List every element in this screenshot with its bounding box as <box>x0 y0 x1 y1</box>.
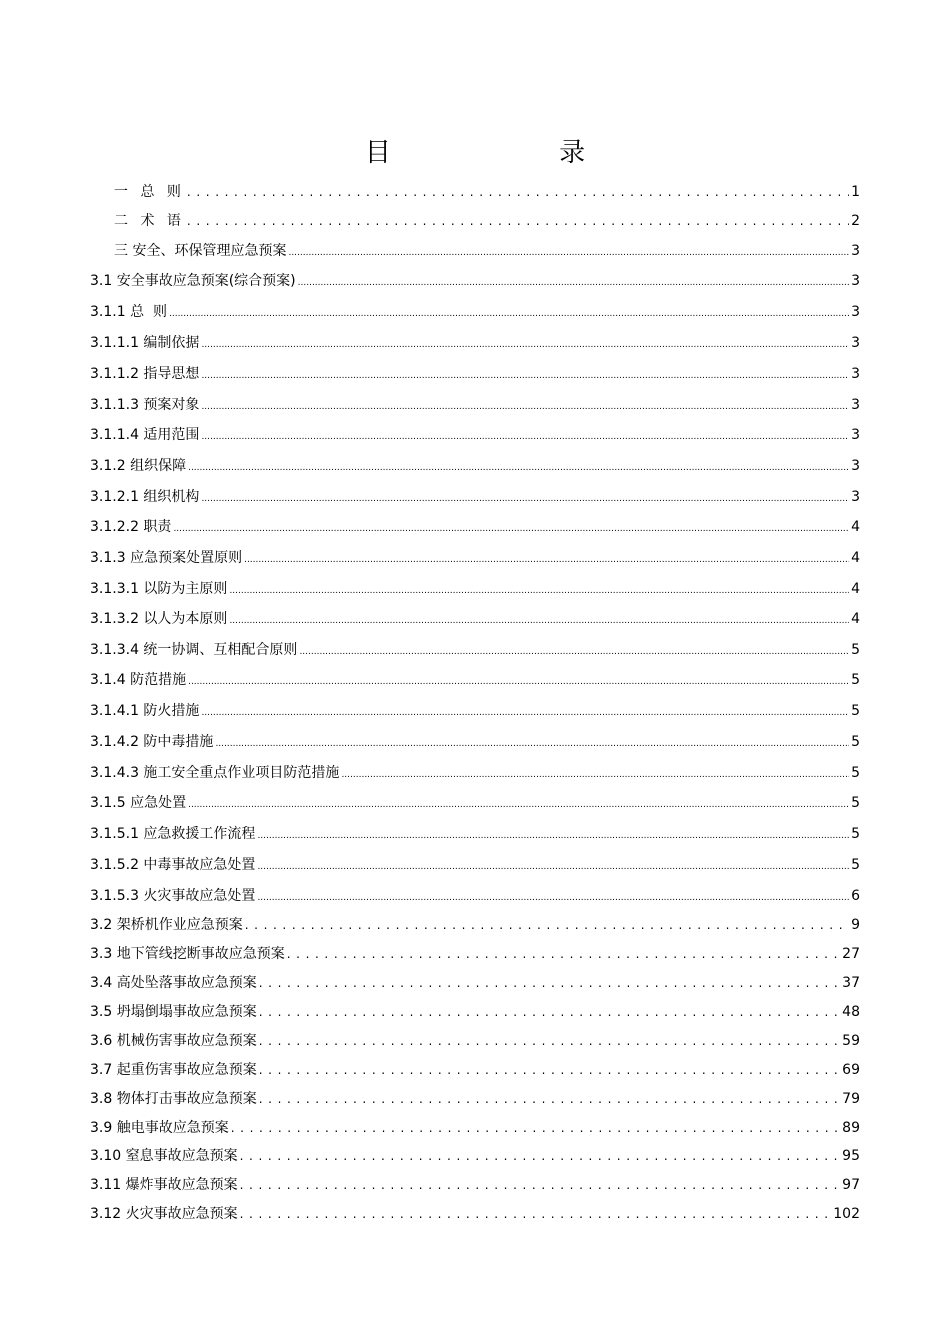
toc-entry-label: 3.12 火灾事故应急预案 <box>90 1206 238 1222</box>
toc-leader-dots <box>173 517 849 539</box>
toc-entry-label: 3.1.1.3 预案对象 <box>90 397 200 413</box>
toc-entry-label: 3.1.1.2 指导思想 <box>90 366 200 382</box>
toc-entry[interactable] <box>90 364 860 384</box>
toc-entry-label: 3.1.3 应急预案处置原则 <box>90 550 243 566</box>
toc-leader-dots <box>187 211 849 231</box>
toc-entry-page: 5 <box>851 765 860 781</box>
toc-leader-dots <box>201 395 849 417</box>
toc-entry[interactable] <box>90 640 860 660</box>
toc-entry-label: 3.6 机械伤害事故应急预案 <box>90 1033 257 1049</box>
toc-entry-page: 3 <box>851 335 860 351</box>
toc-leader-dots <box>341 763 849 785</box>
toc-leader-dots <box>231 1118 840 1138</box>
toc-entry[interactable] <box>90 824 860 844</box>
toc-leader-dots <box>188 670 849 692</box>
toc-entry-page: 6 <box>851 888 860 904</box>
toc-entry-label: 3.1 安全事故应急预案(综合预案) <box>90 273 296 289</box>
toc-entry-label: 3.1.1 总 则 <box>90 304 167 320</box>
toc-leader-dots <box>201 487 849 509</box>
toc-leader-dots <box>201 425 849 447</box>
toc-leader-dots <box>240 1204 832 1224</box>
toc-entry-page: 89 <box>842 1120 860 1136</box>
toc-entry-page: 5 <box>851 857 860 873</box>
toc-entry[interactable] <box>90 1175 860 1195</box>
toc-entry-page: 5 <box>851 795 860 811</box>
toc-entry-page: 97 <box>842 1177 860 1193</box>
toc-entry-label: 3.1.4.2 防中毒措施 <box>90 734 214 750</box>
toc-entry-label: 3.8 物体打击事故应急预案 <box>90 1091 257 1107</box>
toc-entry[interactable] <box>90 944 860 964</box>
toc-entry-page: 4 <box>851 581 860 597</box>
toc-leader-dots <box>229 579 849 601</box>
toc-entry-page: 5 <box>851 734 860 750</box>
toc-leader-dots <box>188 793 849 815</box>
toc-entry-label: 3.1.4.3 施工安全重点作业项目防范措施 <box>90 765 340 781</box>
toc-entry[interactable] <box>90 763 860 783</box>
toc-leader-dots <box>201 364 849 386</box>
toc-entry[interactable] <box>90 1031 860 1051</box>
toc-entry-page: 27 <box>842 946 860 962</box>
toc-leader-dots <box>257 824 849 846</box>
toc-leader-dots <box>244 548 849 570</box>
toc-entry-page: 5 <box>851 826 860 842</box>
toc-entry[interactable] <box>90 579 860 599</box>
toc-leader-dots <box>298 271 849 293</box>
toc-leader-dots <box>215 732 849 754</box>
toc-entry-label: 3.1.4.1 防火措施 <box>90 703 200 719</box>
toc-leader-dots <box>245 915 849 935</box>
toc-leader-dots <box>201 333 849 355</box>
toc-leader-dots <box>240 1175 841 1195</box>
toc-entry[interactable] <box>90 1118 860 1138</box>
toc-leader-dots <box>188 456 849 478</box>
toc-entry-page: 5 <box>851 672 860 688</box>
toc-entry-label: 3.1.4 防范措施 <box>90 672 187 688</box>
toc-entry-label: 3.1.5.2 中毒事故应急处置 <box>90 857 256 873</box>
toc-leader-dots <box>288 241 849 263</box>
toc-entry-label: 3.4 高处坠落事故应急预案 <box>90 975 257 991</box>
toc-entry-page: 5 <box>851 703 860 719</box>
toc-leader-dots <box>240 1146 841 1166</box>
toc-entry-label: 3.1.5.3 火灾事故应急处置 <box>90 888 256 904</box>
toc-entry[interactable] <box>90 1060 860 1080</box>
toc-entry[interactable] <box>114 182 860 202</box>
toc-entry-label: 3.1.5 应急处置 <box>90 795 187 811</box>
toc-entry-label: 3.9 触电事故应急预案 <box>90 1120 229 1136</box>
toc-entry-page: 4 <box>851 550 860 566</box>
toc-entry-page: 4 <box>851 611 860 627</box>
toc-entry-page: 4 <box>851 519 860 535</box>
toc-leader-dots <box>259 1089 840 1109</box>
toc-entry-page: 3 <box>851 273 860 289</box>
toc-leader-dots <box>169 302 849 324</box>
toc-entry-label: 3.1.3.4 统一协调、互相配合原则 <box>90 642 298 658</box>
toc-leader-dots <box>257 886 849 908</box>
toc-entry-label: 3.1.1.4 适用范围 <box>90 427 200 443</box>
toc-entry[interactable] <box>114 211 860 231</box>
toc-entry-label: 3.1.3.2 以人为本原则 <box>90 611 228 627</box>
toc-entry-page: 37 <box>842 975 860 991</box>
toc-entry[interactable] <box>90 1146 860 1166</box>
toc-entry[interactable] <box>90 456 860 476</box>
toc-entry[interactable] <box>90 732 860 752</box>
toc-entry-page: 3 <box>851 458 860 474</box>
toc-leader-dots <box>259 1031 840 1051</box>
toc-entry[interactable] <box>90 302 860 322</box>
toc-entry-label: 3.1.2.1 组织机构 <box>90 489 200 505</box>
toc-entry[interactable] <box>114 241 860 261</box>
toc-entry-page: 3 <box>851 427 860 443</box>
toc-entry[interactable] <box>90 517 860 537</box>
toc-entry[interactable] <box>90 425 860 445</box>
toc-entry[interactable] <box>90 548 860 568</box>
toc-entry[interactable] <box>90 487 860 507</box>
page-title: 目 录 <box>364 138 666 168</box>
toc-entry-label: 3.1.5.1 应急救援工作流程 <box>90 826 256 842</box>
toc-entry[interactable] <box>90 333 860 353</box>
toc-entry-page: 3 <box>851 397 860 413</box>
toc-entry-label: 3.3 地下管线挖断事故应急预案 <box>90 946 285 962</box>
toc-entry[interactable] <box>90 973 860 993</box>
toc-entry-label: 3.5 坍塌倒塌事故应急预案 <box>90 1004 257 1020</box>
toc-entry[interactable] <box>90 701 860 721</box>
toc-leader-dots <box>259 1060 840 1080</box>
toc-entry-label: 3.10 窒息事故应急预案 <box>90 1148 238 1164</box>
toc-entry-page: 3 <box>851 243 860 259</box>
toc-leader-dots <box>257 855 849 877</box>
toc-leader-dots <box>187 182 849 202</box>
toc-entry-page: 3 <box>851 366 860 382</box>
toc-entry-page: 79 <box>842 1091 860 1107</box>
toc-entry-page: 48 <box>842 1004 860 1020</box>
toc-entry[interactable] <box>90 886 860 906</box>
toc-entry-page: 9 <box>851 917 860 933</box>
toc-entry[interactable] <box>90 1204 860 1224</box>
toc-entry-label: 二 术 语 <box>114 213 185 229</box>
toc-entry[interactable] <box>90 395 860 415</box>
toc-entry-page: 59 <box>842 1033 860 1049</box>
toc-leader-dots <box>229 609 849 631</box>
toc-leader-dots <box>299 640 849 662</box>
toc-entry[interactable] <box>90 855 860 875</box>
toc-entry-page: 102 <box>833 1206 860 1222</box>
toc-leader-dots <box>259 973 840 993</box>
toc-leader-dots <box>259 1002 840 1022</box>
toc-entry[interactable] <box>90 670 860 690</box>
toc-entry[interactable] <box>90 793 860 813</box>
toc-entry[interactable] <box>90 609 860 629</box>
toc-leader-dots <box>287 944 840 964</box>
toc-entry-label: 三 安全、环保管理应急预案 <box>114 243 287 259</box>
toc-entry-label: 3.2 架桥机作业应急预案 <box>90 917 243 933</box>
toc-entry-label: 3.11 爆炸事故应急预案 <box>90 1177 238 1193</box>
toc-entry-label: 一 总 则 <box>114 184 185 200</box>
toc-entry-label: 3.1.1.1 编制依据 <box>90 335 200 351</box>
toc-entry[interactable] <box>90 1002 860 1022</box>
toc-entry-page: 95 <box>842 1148 860 1164</box>
toc-entry-label: 3.1.3.1 以防为主原则 <box>90 581 228 597</box>
toc-leader-dots <box>201 701 849 723</box>
toc-entry-label: 3.1.2 组织保障 <box>90 458 187 474</box>
toc-entry[interactable] <box>90 1089 860 1109</box>
toc-entry[interactable] <box>90 915 860 935</box>
toc-entry-label: 3.1.2.2 职责 <box>90 519 172 535</box>
toc-entry-page: 5 <box>851 642 860 658</box>
toc-entry-page: 3 <box>851 489 860 505</box>
toc-entry-page: 1 <box>851 184 860 200</box>
toc-entry-label: 3.7 起重伤害事故应急预案 <box>90 1062 257 1078</box>
toc-entry-page: 2 <box>851 213 860 229</box>
toc-entry[interactable] <box>90 271 860 291</box>
toc-entry-page: 69 <box>842 1062 860 1078</box>
toc-entry-page: 3 <box>851 304 860 320</box>
